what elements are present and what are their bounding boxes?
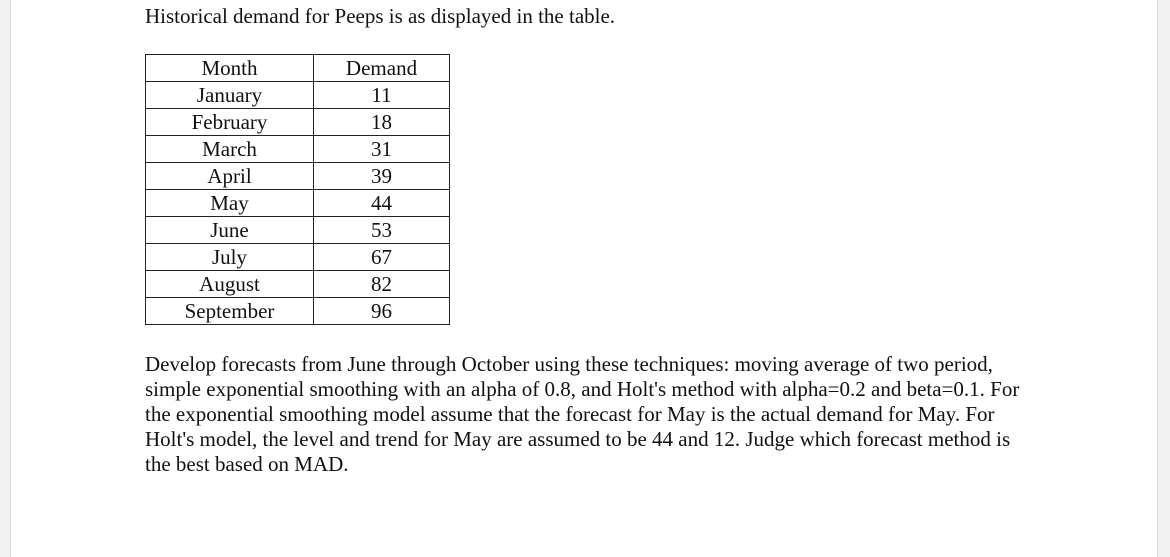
problem-statement: Develop forecasts from June through October using these techniques: moving average of two period, simple exponential smoothing with an alpha of 0.8, and Holt's method with alpha=0.2 and beta=0.1. For the exponential smoothing model assume that the forecast for May is the actual demand for May. For Holt's model, the level and trend for May are assumed to be 44 and 12. Judge which forecast method is the best based on MAD. <box>145 352 1020 476</box>
month-cell: March <box>146 136 314 163</box>
table-header-row <box>146 55 450 82</box>
demand-cell: 67 <box>314 244 450 271</box>
table-row <box>146 244 450 271</box>
demand-cell: 39 <box>314 163 450 190</box>
month-cell: January <box>146 82 314 109</box>
demand-cell: 18 <box>314 109 450 136</box>
header-month: Month <box>146 55 314 82</box>
month-cell: September <box>146 298 314 325</box>
month-cell: July <box>146 244 314 271</box>
table-row <box>146 190 450 217</box>
demand-cell: 82 <box>314 271 450 298</box>
month-cell: February <box>146 109 314 136</box>
demand-cell: 44 <box>314 190 450 217</box>
demand-cell: 11 <box>314 82 450 109</box>
table-row <box>146 109 450 136</box>
month-cell: May <box>146 190 314 217</box>
demand-cell: 31 <box>314 136 450 163</box>
month-cell: August <box>146 271 314 298</box>
table-row <box>146 136 450 163</box>
table-row <box>146 271 450 298</box>
demand-cell: 96 <box>314 298 450 325</box>
intro-text: Historical demand for Peeps is as displayed in the table. <box>145 4 616 28</box>
month-cell: June <box>146 217 314 244</box>
table-row <box>146 82 450 109</box>
table-row <box>146 163 450 190</box>
header-demand: Demand <box>314 55 450 82</box>
table-row <box>146 217 450 244</box>
demand-table <box>145 54 450 325</box>
document-page <box>10 0 1158 557</box>
month-cell: April <box>146 163 314 190</box>
demand-cell: 53 <box>314 217 450 244</box>
table-row <box>146 298 450 325</box>
